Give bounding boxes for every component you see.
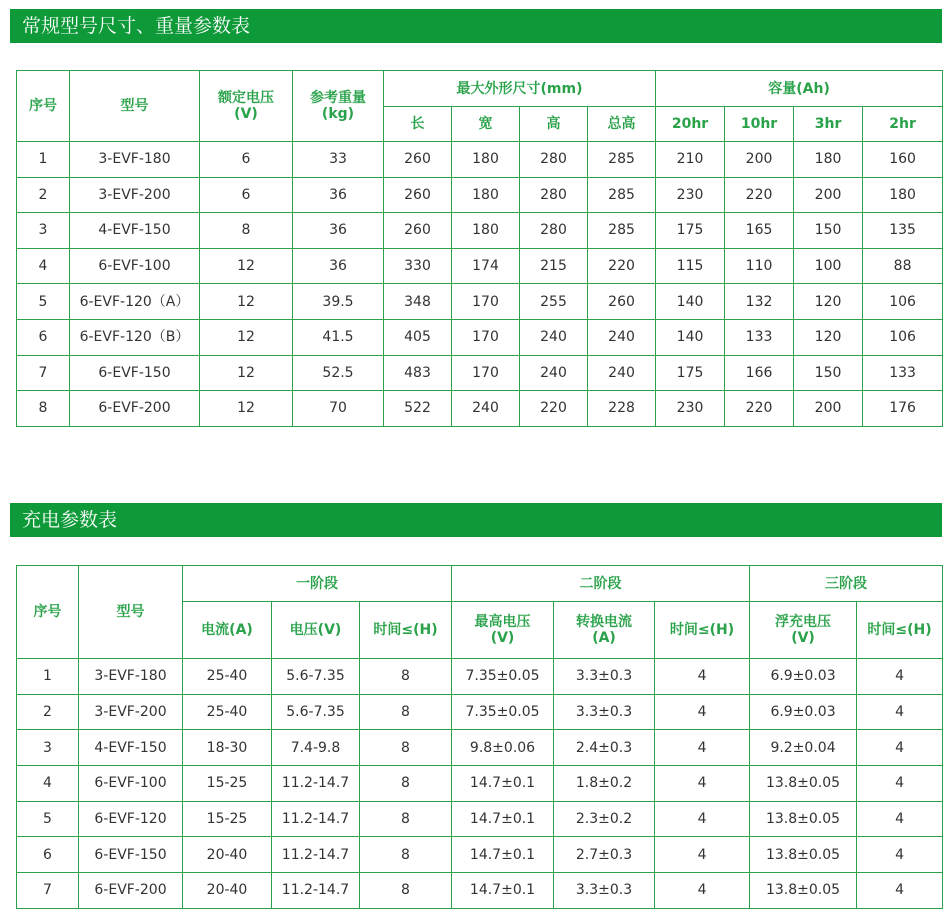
dimensions-weight-table	[16, 70, 943, 427]
table-cell: 4	[17, 766, 79, 802]
header-model: 型号	[79, 566, 183, 659]
table-cell: 110	[725, 248, 794, 284]
table-cell: 41.5	[293, 319, 384, 355]
table-cell: 52.5	[293, 355, 384, 391]
table-cell: 36	[293, 177, 384, 213]
charging-parameters-table	[16, 565, 943, 909]
table-cell: 33	[293, 142, 384, 178]
header-seq: 序号	[17, 566, 79, 659]
header-ref-weight: 参考重量 (kg)	[293, 71, 384, 142]
table-row	[17, 837, 943, 873]
header-width: 宽	[452, 107, 520, 142]
table-cell: 18-30	[183, 730, 272, 766]
table-cell: 280	[520, 213, 588, 249]
table-cell: 12	[200, 355, 293, 391]
table-cell: 180	[794, 142, 863, 178]
table-cell: 1	[17, 659, 79, 695]
table-cell: 11.2-14.7	[272, 766, 360, 802]
table-cell: 7.35±0.05	[452, 694, 554, 730]
table-cell: 70	[293, 391, 384, 427]
table-cell: 255	[520, 284, 588, 320]
table-row	[17, 694, 943, 730]
table-cell: 175	[656, 355, 725, 391]
table-cell: 285	[588, 213, 656, 249]
table-cell: 240	[452, 391, 520, 427]
table-cell: 12	[200, 391, 293, 427]
table-cell: 176	[863, 391, 943, 427]
table-cell: 8	[360, 801, 452, 837]
header-cap-3hr: 3hr	[794, 107, 863, 142]
header-stage-1: 一阶段	[183, 566, 452, 602]
table-cell: 6-EVF-120	[79, 801, 183, 837]
table-cell: 106	[863, 319, 943, 355]
table-cell: 15-25	[183, 801, 272, 837]
table-cell: 220	[725, 391, 794, 427]
table-cell: 9.8±0.06	[452, 730, 554, 766]
table-cell: 9.2±0.04	[750, 730, 857, 766]
header-capacity: 容量(Ah)	[656, 71, 943, 107]
table-cell: 1	[17, 142, 70, 178]
table-cell: 3-EVF-180	[79, 659, 183, 695]
header-cap-10hr: 10hr	[725, 107, 794, 142]
table-cell: 100	[794, 248, 863, 284]
table-row	[17, 142, 943, 178]
table-cell: 260	[588, 284, 656, 320]
table-cell: 4	[655, 694, 750, 730]
table-cell: 8	[360, 873, 452, 909]
table-cell: 522	[384, 391, 452, 427]
header-stage2-time: 时间≤(H)	[655, 602, 750, 659]
table-cell: 6-EVF-100	[70, 248, 200, 284]
section-title-charging: 充电参数表	[10, 503, 942, 537]
table-cell: 405	[384, 319, 452, 355]
header-max-dimensions: 最大外形尺寸(mm)	[384, 71, 656, 107]
table-cell: 6-EVF-200	[79, 873, 183, 909]
table-cell: 180	[452, 142, 520, 178]
table-cell: 280	[520, 177, 588, 213]
table-cell: 2.3±0.2	[554, 801, 655, 837]
table-cell: 6-EVF-100	[79, 766, 183, 802]
table-cell: 4	[857, 730, 943, 766]
table-cell: 8	[200, 213, 293, 249]
table-cell: 4-EVF-150	[70, 213, 200, 249]
table-cell: 1.8±0.2	[554, 766, 655, 802]
table-cell: 330	[384, 248, 452, 284]
table-row	[17, 730, 943, 766]
table-cell: 6-EVF-150	[79, 837, 183, 873]
table-row	[17, 355, 943, 391]
table-cell: 13.8±0.05	[750, 766, 857, 802]
table-cell: 4	[857, 873, 943, 909]
table-cell: 180	[452, 213, 520, 249]
table-cell: 4	[655, 659, 750, 695]
table-cell: 6.9±0.03	[750, 694, 857, 730]
table-cell: 7	[17, 355, 70, 391]
table-cell: 4	[17, 248, 70, 284]
table-cell: 4	[655, 766, 750, 802]
table-cell: 140	[656, 284, 725, 320]
table-row	[17, 766, 943, 802]
table-cell: 20-40	[183, 837, 272, 873]
table-cell: 6-EVF-120（B）	[70, 319, 200, 355]
table-cell: 220	[588, 248, 656, 284]
table-cell: 240	[588, 355, 656, 391]
table-cell: 2.7±0.3	[554, 837, 655, 873]
table-cell: 14.7±0.1	[452, 766, 554, 802]
header-stage3-time: 时间≤(H)	[857, 602, 943, 659]
table-cell: 200	[794, 177, 863, 213]
table-cell: 106	[863, 284, 943, 320]
table-cell: 6	[200, 177, 293, 213]
table-cell: 4	[655, 837, 750, 873]
table-cell: 165	[725, 213, 794, 249]
table-cell: 170	[452, 319, 520, 355]
table-cell: 348	[384, 284, 452, 320]
header-cap-2hr: 2hr	[863, 107, 943, 142]
table-row	[17, 248, 943, 284]
table-cell: 12	[200, 248, 293, 284]
header-height: 高	[520, 107, 588, 142]
table-cell: 6-EVF-120（A）	[70, 284, 200, 320]
table-cell: 483	[384, 355, 452, 391]
table-cell: 3-EVF-200	[79, 694, 183, 730]
table-cell: 13.8±0.05	[750, 801, 857, 837]
table-cell: 4	[857, 801, 943, 837]
table-cell: 88	[863, 248, 943, 284]
table-cell: 240	[588, 319, 656, 355]
header-cap-20hr: 20hr	[656, 107, 725, 142]
table-cell: 5.6-7.35	[272, 659, 360, 695]
table-cell: 3.3±0.3	[554, 659, 655, 695]
table-cell: 215	[520, 248, 588, 284]
table-row	[17, 873, 943, 909]
table-cell: 4	[857, 837, 943, 873]
header-stage1-voltage: 电压(V)	[272, 602, 360, 659]
table-cell: 6	[17, 319, 70, 355]
table-cell: 280	[520, 142, 588, 178]
table-cell: 7	[17, 873, 79, 909]
table-cell: 200	[725, 142, 794, 178]
table-cell: 11.2-14.7	[272, 801, 360, 837]
table-cell: 7.35±0.05	[452, 659, 554, 695]
table-cell: 230	[656, 391, 725, 427]
table-cell: 13.8±0.05	[750, 837, 857, 873]
table-cell: 260	[384, 213, 452, 249]
table-cell: 25-40	[183, 659, 272, 695]
table-cell: 200	[794, 391, 863, 427]
table-cell: 285	[588, 177, 656, 213]
header-stage-2: 二阶段	[452, 566, 750, 602]
table-cell: 14.7±0.1	[452, 837, 554, 873]
table-cell: 220	[520, 391, 588, 427]
table-cell: 2.4±0.3	[554, 730, 655, 766]
header-stage1-current: 电流(A)	[183, 602, 272, 659]
table-cell: 3-EVF-200	[70, 177, 200, 213]
header-total-height: 总高	[588, 107, 656, 142]
table-cell: 5	[17, 801, 79, 837]
table-cell: 4	[655, 730, 750, 766]
table-cell: 240	[520, 355, 588, 391]
table-cell: 5	[17, 284, 70, 320]
table-cell: 132	[725, 284, 794, 320]
table-cell: 6.9±0.03	[750, 659, 857, 695]
table-cell: 260	[384, 177, 452, 213]
header-model: 型号	[70, 71, 200, 142]
table-cell: 230	[656, 177, 725, 213]
table-cell: 174	[452, 248, 520, 284]
table-cell: 120	[794, 319, 863, 355]
table-cell: 260	[384, 142, 452, 178]
table-cell: 6-EVF-200	[70, 391, 200, 427]
table-cell: 150	[794, 213, 863, 249]
table-row	[17, 213, 943, 249]
table-cell: 15-25	[183, 766, 272, 802]
table-row	[17, 801, 943, 837]
table-cell: 140	[656, 319, 725, 355]
table-cell: 14.7±0.1	[452, 873, 554, 909]
table-cell: 8	[17, 391, 70, 427]
table-row	[17, 177, 943, 213]
table-cell: 115	[656, 248, 725, 284]
table-cell: 6	[17, 837, 79, 873]
table-cell: 133	[725, 319, 794, 355]
table-cell: 5.6-7.35	[272, 694, 360, 730]
table-cell: 4	[655, 801, 750, 837]
table-cell: 170	[452, 355, 520, 391]
table-cell: 39.5	[293, 284, 384, 320]
table-cell: 3.3±0.3	[554, 694, 655, 730]
table-cell: 36	[293, 248, 384, 284]
table-cell: 25-40	[183, 694, 272, 730]
table-cell: 7.4-9.8	[272, 730, 360, 766]
table-cell: 11.2-14.7	[272, 837, 360, 873]
table-cell: 135	[863, 213, 943, 249]
table-cell: 4	[857, 694, 943, 730]
header-rated-voltage: 额定电压 (V)	[200, 71, 293, 142]
table-cell: 3-EVF-180	[70, 142, 200, 178]
table-cell: 3	[17, 730, 79, 766]
table-cell: 4	[857, 659, 943, 695]
table-cell: 6-EVF-150	[70, 355, 200, 391]
header-seq: 序号	[17, 71, 70, 142]
table-cell: 6	[200, 142, 293, 178]
table-cell: 8	[360, 766, 452, 802]
table-cell: 20-40	[183, 873, 272, 909]
table-cell: 8	[360, 730, 452, 766]
table-cell: 36	[293, 213, 384, 249]
table-cell: 12	[200, 284, 293, 320]
table-cell: 166	[725, 355, 794, 391]
table-cell: 180	[863, 177, 943, 213]
table-cell: 14.7±0.1	[452, 801, 554, 837]
table-row	[17, 319, 943, 355]
table-cell: 285	[588, 142, 656, 178]
header-stage2-switch-current: 转换电流 (A)	[554, 602, 655, 659]
table-cell: 4	[655, 873, 750, 909]
header-length: 长	[384, 107, 452, 142]
header-stage2-max-voltage: 最高电压 (V)	[452, 602, 554, 659]
table-row	[17, 659, 943, 695]
table-cell: 4-EVF-150	[79, 730, 183, 766]
table-cell: 175	[656, 213, 725, 249]
table-row	[17, 284, 943, 320]
table-cell: 2	[17, 177, 70, 213]
table-cell: 220	[725, 177, 794, 213]
header-stage3-float-voltage: 浮充电压 (V)	[750, 602, 857, 659]
table-cell: 8	[360, 694, 452, 730]
table-cell: 170	[452, 284, 520, 320]
header-stage-3: 三阶段	[750, 566, 943, 602]
table-cell: 120	[794, 284, 863, 320]
table-cell: 133	[863, 355, 943, 391]
table-cell: 240	[520, 319, 588, 355]
table-cell: 8	[360, 659, 452, 695]
table-cell: 4	[857, 766, 943, 802]
table-cell: 3.3±0.3	[554, 873, 655, 909]
table-cell: 180	[452, 177, 520, 213]
table-cell: 228	[588, 391, 656, 427]
header-stage1-time: 时间≤(H)	[360, 602, 452, 659]
table-cell: 2	[17, 694, 79, 730]
table-cell: 12	[200, 319, 293, 355]
table-cell: 11.2-14.7	[272, 873, 360, 909]
table-cell: 3	[17, 213, 70, 249]
table-row	[17, 391, 943, 427]
table-cell: 150	[794, 355, 863, 391]
table-cell: 8	[360, 837, 452, 873]
table-cell: 160	[863, 142, 943, 178]
table-cell: 13.8±0.05	[750, 873, 857, 909]
table-cell: 210	[656, 142, 725, 178]
section-title-dimensions: 常规型号尺寸、重量参数表	[10, 9, 942, 43]
